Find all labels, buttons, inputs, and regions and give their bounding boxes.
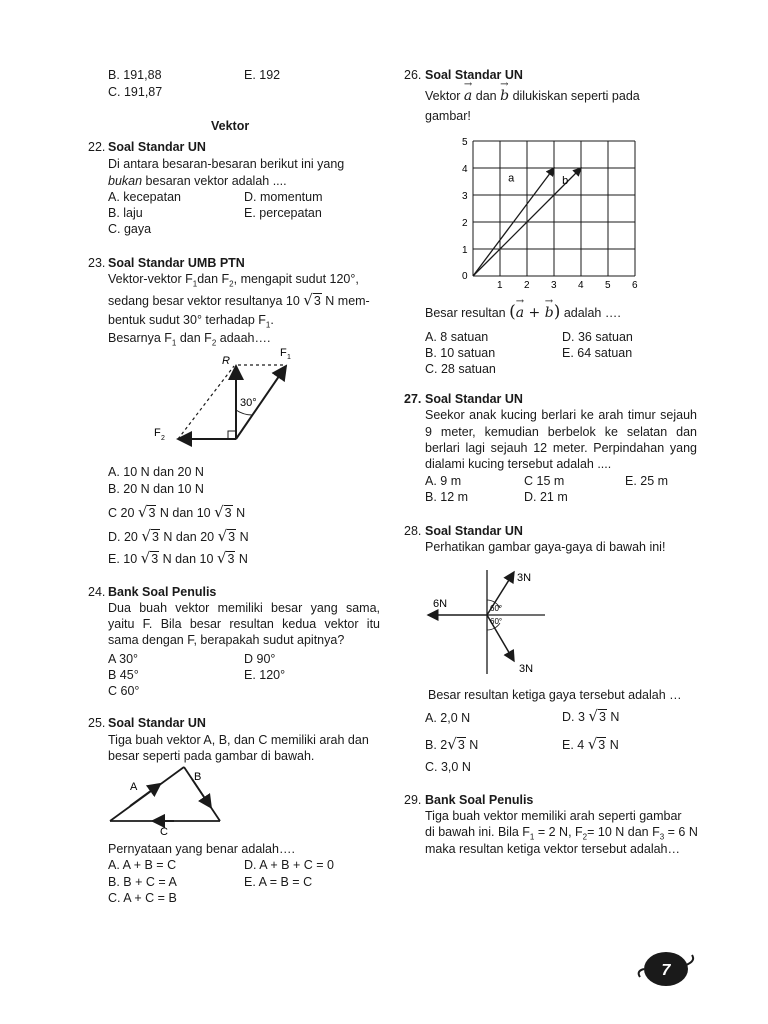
- text: Vektor-vektor F: [108, 272, 193, 286]
- question-text: [108, 313, 274, 330]
- question-number: 23.: [88, 256, 106, 270]
- text: N mem-: [325, 294, 370, 308]
- text: dan F: [176, 331, 212, 345]
- option-b: [425, 735, 478, 753]
- option-b: B. laju: [108, 206, 143, 220]
- label-vector-b: b: [562, 175, 569, 188]
- x-tick-label: 3: [551, 280, 557, 290]
- x-tick-label: 1: [497, 280, 503, 290]
- option-c: C 60°: [108, 684, 140, 698]
- option-d: [562, 707, 619, 725]
- subscript: 1: [265, 320, 271, 330]
- question-text: Tiga buah vektor memiliki arah seperti gambar: [425, 809, 682, 823]
- option-e: [108, 549, 248, 567]
- y-tick-label: 1: [462, 245, 468, 256]
- subscript: 1: [192, 279, 198, 289]
- text: Besar resultan: [425, 306, 506, 320]
- paren: (: [509, 302, 516, 322]
- question-title: Soal Standar UN: [425, 68, 523, 82]
- subscript: 3: [659, 832, 665, 842]
- text: N: [469, 738, 479, 752]
- option-c: C. 191,87: [108, 85, 163, 99]
- label-angle: 30°: [240, 397, 257, 409]
- option-c: C. A + C = B: [108, 891, 177, 905]
- vector-a-symbol: → a: [515, 296, 525, 321]
- option-d: [108, 527, 249, 545]
- option-e: E. percepatan: [244, 206, 322, 220]
- question-title: Soal Standar UN: [108, 140, 206, 154]
- label-c: C: [160, 826, 168, 838]
- grid-ticks: [462, 137, 638, 290]
- grid-lines: [473, 141, 635, 276]
- option-c: [108, 503, 245, 521]
- text: B. 2: [425, 738, 448, 752]
- question-text: yaitu F. Bila besar resultan kedua vektor itu: [108, 617, 380, 631]
- text: bentuk sudut 30° terhadap F: [108, 313, 266, 327]
- label-b: B: [194, 771, 202, 783]
- option-a: A. 9 m: [425, 474, 462, 488]
- question-text: Perhatikan gambar gaya-gaya di bawah ini!: [425, 540, 666, 554]
- y-tick-label: 5: [462, 137, 468, 148]
- sqrt-3: √3: [214, 503, 232, 521]
- x-tick-label: 0: [462, 271, 468, 282]
- question-title: Soal Standar UN: [108, 716, 206, 730]
- vector-letter: a: [515, 305, 525, 321]
- sqrt-3: √3: [141, 527, 159, 545]
- question-text: [108, 272, 359, 289]
- y-tick-label: 3: [462, 191, 468, 202]
- text: dan: [475, 89, 497, 103]
- radicand: 3: [598, 710, 606, 724]
- text: N dan 10: [162, 552, 214, 566]
- option-b: B. 10 satuan: [425, 346, 496, 360]
- label-f1: F: [280, 347, 287, 359]
- question-text: Tiga buah vektor A, B, dan C memiliki arah dan: [108, 733, 369, 747]
- label-f1-sub: 1: [287, 354, 291, 361]
- text: = 6 N: [664, 825, 698, 839]
- label-f1: 3N: [517, 572, 532, 584]
- question-text: gambar!: [425, 109, 471, 123]
- vector-b-symbol: → b: [500, 79, 510, 104]
- text: Besarnya F: [108, 331, 172, 345]
- question-text: besar seperti pada gambar di bawah.: [108, 749, 315, 763]
- text: N: [609, 738, 619, 752]
- radicand: 3: [227, 552, 235, 566]
- text: .: [270, 313, 274, 327]
- text: = 10 N dan F: [587, 825, 660, 839]
- label-r: R: [222, 355, 230, 367]
- sqrt-3: √3: [588, 707, 606, 725]
- vector-grid: [448, 128, 648, 290]
- subscript: 1: [171, 338, 177, 348]
- section-title: Vektor: [211, 119, 250, 133]
- question-number: 24.: [88, 585, 106, 599]
- option-a: A. 2,0 N: [425, 711, 471, 725]
- angle-arc: [236, 410, 252, 415]
- option-c: C. 3,0 N: [425, 760, 471, 774]
- x-tick-label: 2: [524, 280, 530, 290]
- sqrt-3: √3: [217, 527, 236, 545]
- question-title: Soal Standar UMB PTN: [108, 256, 245, 270]
- option-a: A. kecepatan: [108, 190, 181, 204]
- question-text: berlari lagi sejauh 12 meter. Perpindahan yang: [425, 441, 697, 455]
- radicand: 3: [457, 738, 465, 752]
- question-number: 25.: [88, 716, 106, 730]
- radicand: 3: [151, 530, 159, 544]
- page-number-badge: [634, 945, 698, 991]
- text: Vektor: [425, 89, 461, 103]
- question-number: 27.: [404, 392, 422, 406]
- option-a: A. 10 N dan 20 N: [108, 465, 204, 479]
- text: dilukiskan seperti pada: [512, 89, 640, 103]
- text: N: [239, 530, 249, 544]
- dashed-line: [178, 366, 234, 439]
- option-b: B. B + C = A: [108, 875, 177, 889]
- vector-diagram-q23: [140, 340, 310, 450]
- subscript: 2: [582, 832, 588, 842]
- option-e: E. 192: [244, 68, 281, 82]
- question-text: [108, 291, 370, 309]
- text: adaah….: [216, 331, 271, 345]
- question-title: Soal Standar UN: [425, 524, 523, 538]
- triangle-vector-diagram: [100, 764, 240, 840]
- question-text: Dua buah vektor memiliki besar yang sama,: [108, 601, 380, 615]
- text: = 2 N, F: [534, 825, 583, 839]
- question-number: 26.: [404, 68, 422, 82]
- plus: +: [524, 305, 545, 321]
- sqrt-3: √3: [587, 735, 606, 753]
- sqrt-3: √3: [447, 735, 465, 753]
- label-f2: 6N: [433, 598, 448, 610]
- label-f2-sub: 2: [161, 435, 165, 442]
- option-e: E. A = B = C: [244, 875, 313, 889]
- option-b: B. 191,88: [108, 68, 162, 82]
- option-e: E. 25 m: [625, 474, 669, 488]
- text: D. 3: [562, 710, 585, 724]
- question-text: [425, 825, 698, 842]
- radicand: 3: [598, 738, 606, 752]
- text: , mengapit sudut 120°,: [233, 272, 359, 286]
- option-e: E. 120°: [244, 668, 286, 682]
- text: N: [610, 710, 620, 724]
- page-number: 7: [661, 962, 671, 979]
- question-title: Soal Standar UN: [425, 392, 523, 406]
- right-angle-mark: [228, 431, 236, 439]
- option-a: A. 8 satuan: [425, 330, 489, 344]
- radicand: 3: [151, 552, 159, 566]
- text: E. 10: [108, 552, 138, 566]
- text: N: [236, 506, 246, 520]
- option-a: A 30°: [108, 652, 139, 666]
- italic-word: bukan: [108, 174, 143, 188]
- question-text: dialami kucing tersebut adalah ....: [425, 457, 612, 471]
- x-tick-label: 4: [578, 280, 584, 290]
- question-text: [425, 79, 640, 104]
- vector-letter: b: [500, 88, 510, 104]
- label-f3: 3N: [519, 663, 534, 675]
- vector-a-symbol: → a: [463, 79, 473, 104]
- option-d: D. momentum: [244, 190, 323, 204]
- question-title: Bank Soal Penulis: [425, 793, 534, 807]
- radicand: 3: [228, 530, 236, 544]
- sqrt-3: √3: [216, 549, 235, 567]
- text: N dan 20: [163, 530, 215, 544]
- label-vector-a: a: [508, 172, 515, 185]
- option-d: D 90°: [244, 652, 276, 666]
- x-tick-label: 6: [632, 280, 638, 290]
- question-text: [108, 174, 287, 188]
- option-c: C. gaya: [108, 222, 152, 236]
- option-d: D. 36 satuan: [562, 330, 633, 344]
- option-a: A. A + B = C: [108, 858, 177, 872]
- option-c: C 15 m: [524, 474, 565, 488]
- text: besaran vektor adalah ....: [142, 174, 287, 188]
- force-diagram: [420, 564, 560, 680]
- text: N dan 10: [159, 506, 211, 520]
- option-c: C. 28 satuan: [425, 362, 496, 376]
- text: N: [238, 552, 248, 566]
- subscript: 2: [211, 338, 217, 348]
- question-text: maka resultan ketiga vektor tersebut adalah…: [425, 842, 680, 856]
- vector-letter: b: [544, 305, 554, 321]
- vector-letter: a: [463, 88, 473, 104]
- question-number: 28.: [404, 524, 422, 538]
- question-text: 9 meter, kemudian berbelok ke selatan dan: [425, 425, 697, 439]
- radicand: 3: [224, 506, 232, 520]
- question-number: 29.: [404, 793, 422, 807]
- text: E. 4: [562, 738, 585, 752]
- radicand: 3: [148, 506, 156, 520]
- question-text: Seekor anak kucing berlari ke arah timur sejauh: [425, 408, 697, 422]
- question-text: [425, 296, 621, 322]
- option-b: B. 12 m: [425, 490, 469, 504]
- text: C 20: [108, 506, 135, 520]
- paren: ): [553, 302, 561, 322]
- sqrt-3: √3: [140, 549, 159, 567]
- question-number: 22.: [88, 140, 106, 154]
- question-text: Pernyataan yang benar adalah….: [108, 842, 295, 856]
- sqrt-3: √3: [303, 291, 321, 309]
- text: D. 20: [108, 530, 138, 544]
- subscript: 1: [529, 832, 535, 842]
- radicand: 3: [313, 294, 321, 308]
- option-d: D. A + B + C = 0: [244, 858, 334, 872]
- text: di bawah ini. Bila F: [425, 825, 530, 839]
- text: adalah ….: [563, 306, 621, 320]
- question-title: Bank Soal Penulis: [108, 585, 217, 599]
- label-angle-2: 60°: [490, 617, 503, 626]
- question-text: Di antara besaran-besaran berikut ini yang: [108, 157, 345, 171]
- option-d: D. 21 m: [524, 490, 568, 504]
- option-b: B. 20 N dan 10 N: [108, 482, 204, 496]
- x-tick-label: 5: [605, 280, 611, 290]
- sqrt-3: √3: [137, 503, 156, 521]
- y-tick-label: 2: [462, 218, 468, 229]
- text: sedang besar vektor resultanya 10: [108, 294, 300, 308]
- option-e: [562, 735, 619, 753]
- option-e: E. 64 satuan: [562, 346, 633, 360]
- vector-b-symbol: → b: [544, 296, 554, 321]
- label-f2: F: [154, 427, 161, 439]
- option-b: B 45°: [108, 668, 139, 682]
- label-a: A: [130, 781, 138, 793]
- label-angle-1: 60°: [490, 604, 503, 613]
- text: dan F: [197, 272, 230, 286]
- y-tick-label: 4: [462, 164, 468, 175]
- question-text: sama dengan F, berapakah sudut apitnya?: [108, 633, 345, 647]
- question-text: Besar resultan ketiga gaya tersebut adalah …: [428, 688, 682, 702]
- subscript: 2: [229, 279, 234, 289]
